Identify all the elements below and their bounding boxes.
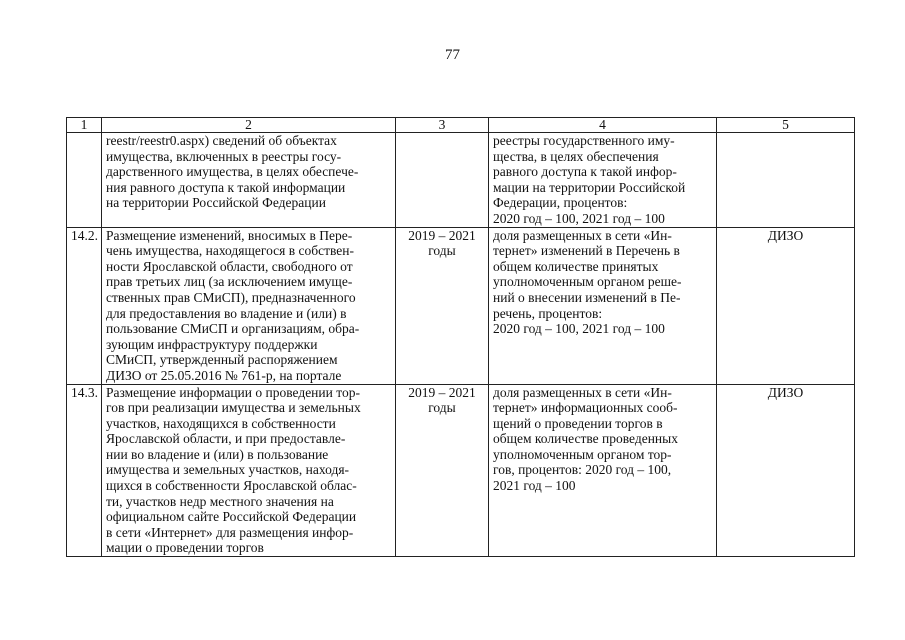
table-row bbox=[67, 133, 855, 228]
header-cell-3: 3 bbox=[396, 118, 489, 133]
text-line: 2019 – 2021 bbox=[408, 227, 476, 243]
text-line: Федерации, процентов: bbox=[493, 195, 628, 211]
text-line: прав третьих лиц (за исключением имуще- bbox=[106, 274, 353, 290]
text-line: имущества, включенных в реестры госу- bbox=[106, 148, 342, 164]
text-line: СМиСП, утвержденный распоряжением bbox=[106, 352, 338, 368]
table-row bbox=[67, 384, 855, 557]
text-line: 2020 год – 100, 2021 год – 100 bbox=[493, 321, 665, 337]
text-line: мации о проведении торгов bbox=[106, 540, 264, 556]
text-line: ти, участков недр местного значения на bbox=[106, 493, 334, 509]
text-line: общем количестве проведенных bbox=[493, 431, 678, 447]
text-line: речень, процентов: bbox=[493, 305, 603, 321]
text-line: Размещение информации о проведении тор- bbox=[106, 384, 360, 400]
text-line: чень имущества, находящегося в собствен- bbox=[106, 243, 355, 259]
measure-description-cell bbox=[102, 227, 396, 384]
item-number-cell bbox=[67, 133, 102, 228]
measures-table bbox=[66, 117, 855, 557]
text-line: тернет» информационных сооб- bbox=[493, 400, 678, 416]
text-line: щений о проведении торгов в bbox=[493, 415, 663, 431]
item-number-cell: 14.2. bbox=[67, 227, 102, 384]
text-line: уполномоченным органом реше- bbox=[493, 274, 682, 290]
item-number-cell: 14.3. bbox=[67, 384, 102, 557]
text-line: нии во владение и (или) в пользование bbox=[106, 446, 329, 462]
text-line: 2020 год – 100, 2021 год – 100 bbox=[493, 210, 665, 226]
text-line: для предоставления во владение и (или) в bbox=[106, 305, 347, 321]
text-line: гов, процентов: 2020 год – 100, bbox=[493, 462, 672, 478]
text-line: Размещение изменений, вносимых в Пере- bbox=[106, 227, 353, 243]
table-row bbox=[67, 227, 855, 384]
text-line: щества, в целях обеспечения bbox=[493, 148, 659, 164]
text-line: доля размещенных в сети «Ин- bbox=[493, 384, 672, 400]
text-line: ДИЗО от 25.05.2016 № 761-р, на портале bbox=[106, 367, 342, 383]
text-line: ственных прав СМиСП), предназначенного bbox=[106, 289, 356, 305]
text-line: пользование СМиСП и организациям, обра- bbox=[106, 321, 360, 337]
header-cell-2: 2 bbox=[102, 118, 396, 133]
text-line: щихся в собственности Ярославской облас- bbox=[106, 478, 357, 494]
indicator-cell bbox=[489, 384, 717, 557]
indicator-cell bbox=[489, 133, 717, 228]
measure-description-cell bbox=[102, 384, 396, 557]
text-line: общем количестве принятых bbox=[493, 258, 659, 274]
text-line: годы bbox=[428, 400, 456, 416]
text-line: тернет» изменений в Перечень в bbox=[493, 243, 680, 259]
text-line: ния равного доступа к такой информации bbox=[106, 179, 346, 195]
text-line: reestr/reestr0.aspx) сведений об объектах bbox=[106, 133, 337, 148]
text-line: Ярославской области, и при предоставле- bbox=[106, 431, 346, 447]
text-line: участков, находящихся в собственности bbox=[106, 415, 336, 431]
header-cell-4: 4 bbox=[489, 118, 717, 133]
text-line: гов при реализации имущества и земельных bbox=[106, 400, 361, 416]
text-line: 2021 год – 100 bbox=[493, 478, 576, 494]
header-cell-5: 5 bbox=[717, 118, 855, 133]
measure-description-cell bbox=[102, 133, 396, 228]
indicator-cell bbox=[489, 227, 717, 384]
text-line: мации на территории Российской bbox=[493, 179, 686, 195]
text-line: доля размещенных в сети «Ин- bbox=[493, 227, 672, 243]
page-number: 77 bbox=[445, 47, 460, 63]
text-line: имущества и земельных участков, находя- bbox=[106, 462, 350, 478]
period-cell bbox=[396, 133, 489, 228]
text-line: 2019 – 2021 bbox=[408, 384, 476, 400]
text-line: на территории Российской Федерации bbox=[106, 195, 326, 211]
responsible-cell: ДИЗО bbox=[717, 227, 855, 384]
text-line: уполномоченным органом тор- bbox=[493, 446, 672, 462]
table-body bbox=[67, 133, 855, 557]
text-line: реестры государственного иму- bbox=[493, 133, 675, 148]
text-line: в сети «Интернет» для размещения инфор- bbox=[106, 524, 354, 540]
text-line: ний о внесении изменений в Пе- bbox=[493, 289, 681, 305]
period-cell bbox=[396, 227, 489, 384]
period-cell bbox=[396, 384, 489, 557]
text-line: годы bbox=[428, 243, 456, 259]
header-cell-1: 1 bbox=[67, 118, 102, 133]
text-line: зующим инфраструктуру поддержки bbox=[106, 336, 318, 352]
responsible-cell bbox=[717, 133, 855, 228]
text-line: равного доступа к такой инфор- bbox=[493, 164, 677, 180]
text-line: официальном сайте Российской Федерации bbox=[106, 509, 357, 525]
responsible-cell: ДИЗО bbox=[717, 384, 855, 557]
text-line: дарственного имущества, в целях обеспече- bbox=[106, 164, 359, 180]
text-line: ности Ярославской области, свободного от bbox=[106, 258, 353, 274]
table-header-row bbox=[67, 118, 855, 133]
